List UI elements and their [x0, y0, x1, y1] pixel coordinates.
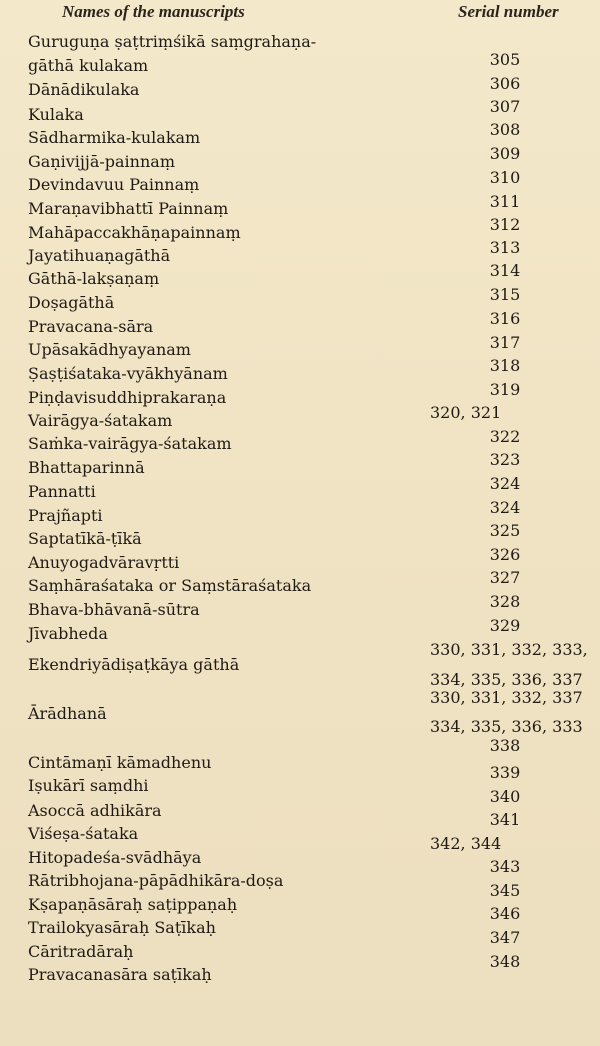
manuscript-name: Jayatihuaṇagāthā	[28, 246, 171, 265]
serial-column-header: Serial number	[458, 2, 559, 21]
manuscript-name: Trailokyasāraḥ Saṭīkaḥ	[28, 918, 216, 937]
serial-number: 342, 344	[430, 834, 502, 853]
manuscript-name: Iṣukārī saṃdhi	[28, 776, 149, 795]
manuscript-name: Rātribhojana-pāpādhikāra-doṣa	[28, 871, 284, 890]
serial-number: 312	[489, 215, 521, 234]
manuscript-name: Jīvabheda	[28, 624, 108, 643]
manuscript-name: Kṣapaṇāsāraḥ saṭippaṇaḥ	[28, 895, 238, 914]
serial-number: 334, 335, 336, 337	[430, 670, 583, 689]
serial-number: 347	[489, 928, 521, 947]
serial-number: 330, 331, 332, 337	[430, 688, 583, 707]
serial-number: 311	[489, 192, 521, 211]
manuscript-name: Prajñapti	[28, 506, 103, 525]
manuscript-name: Saṁka-vairāgya-śatakam	[28, 434, 232, 453]
serial-number: 307	[489, 97, 521, 116]
manuscript-name: Guruguṇa ṣaṭtriṃśikā saṃgrahaṇa-	[28, 32, 317, 51]
serial-number: 320, 321	[430, 403, 502, 422]
serial-number: 319	[489, 380, 521, 399]
manuscript-name: Saṃhāraśataka or Saṃstāraśataka	[28, 576, 312, 595]
serial-number: 315	[489, 285, 521, 304]
serial-number: 329	[489, 616, 521, 635]
manuscript-name: Piṇḍavisuddhiprakaraṇa	[28, 388, 227, 407]
serial-number: 338	[489, 736, 521, 755]
serial-number: 326	[489, 545, 521, 564]
serial-number: 346	[489, 904, 521, 923]
serial-number: 323	[489, 450, 521, 469]
manuscript-name: Gāthā-lakṣaṇaṃ	[28, 269, 160, 288]
manuscript-name: Viśeṣa-śataka	[28, 824, 139, 843]
manuscript-name: Dānādikulaka	[28, 80, 140, 99]
serial-number: 305	[489, 50, 521, 69]
manuscript-name: Hitopadeśa-svādhāya	[28, 848, 202, 867]
serial-number: 316	[489, 309, 521, 328]
manuscript-name: Bhattaparinnā	[28, 458, 145, 477]
serial-number: 348	[489, 952, 521, 971]
serial-number: 324	[489, 474, 521, 493]
manuscript-name: Ṣaṣṭiśataka-vyākhyānam	[28, 364, 228, 383]
manuscript-name: Asoccā adhikāra	[28, 801, 162, 820]
manuscript-name: Ekendriyādiṣaṭkāya gāthā	[28, 655, 240, 674]
manuscript-name: Anuyogadvāravṛtti	[28, 553, 180, 572]
manuscript-name: Kulaka	[28, 105, 84, 124]
serial-number: 328	[489, 592, 521, 611]
serial-number: 325	[489, 521, 521, 540]
manuscript-name: Vairāgya-śatakam	[28, 411, 173, 430]
serial-number: 341	[489, 810, 521, 829]
serial-number: 327	[489, 568, 521, 587]
serial-number: 339	[489, 763, 521, 782]
manuscript-name: Ārādhanā	[28, 704, 107, 723]
manuscript-name: Pannatti	[28, 482, 96, 501]
serial-number: 310	[489, 168, 521, 187]
manuscript-name: Upāsakādhyayanam	[28, 340, 191, 359]
serial-number: 314	[489, 261, 521, 280]
names-column-header: Names of the manuscripts	[62, 2, 245, 21]
table-row	[0, 952, 600, 984]
serial-number: 343	[489, 857, 521, 876]
serial-number: 313	[489, 238, 521, 257]
manuscript-name: Pravacanasāra saṭīkaḥ	[28, 965, 212, 984]
serial-number: 309	[489, 144, 521, 163]
manuscript-name: Sādharmika-kulakam	[28, 128, 201, 147]
serial-number: 324	[489, 498, 521, 517]
manuscript-name: Maraṇavibhattī Painnaṃ	[28, 199, 229, 218]
manuscript-name: Cintāmaṇī kāmadhenu	[28, 753, 212, 772]
manuscript-name: Saptatīkā-ṭīkā	[28, 529, 142, 548]
serial-number: 317	[489, 333, 521, 352]
serial-number: 330, 331, 332, 333,	[430, 640, 588, 659]
serial-number: 308	[489, 120, 521, 139]
serial-number: 345	[489, 881, 521, 900]
serial-number: 340	[489, 787, 521, 806]
manuscript-name: Gaṇivijjā-painnaṃ	[28, 152, 175, 171]
manuscript-name: gāthā kulakam	[28, 56, 149, 75]
serial-number: 318	[489, 356, 521, 375]
manuscript-name: Doṣagāthā	[28, 293, 115, 312]
manuscript-name: Mahāpaccakhāṇapainnaṃ	[28, 223, 241, 242]
manuscript-name: Bhava-bhāvanā-sūtra	[28, 600, 200, 619]
serial-number: 322	[489, 427, 521, 446]
manuscript-name: Pravacana-sāra	[28, 317, 154, 336]
serial-number: 306	[489, 74, 521, 93]
serial-number: 334, 335, 336, 333	[430, 717, 583, 736]
manuscript-name: Cāritradāraḥ	[28, 942, 134, 961]
manuscript-name: Devindavuu Painnaṃ	[28, 175, 200, 194]
